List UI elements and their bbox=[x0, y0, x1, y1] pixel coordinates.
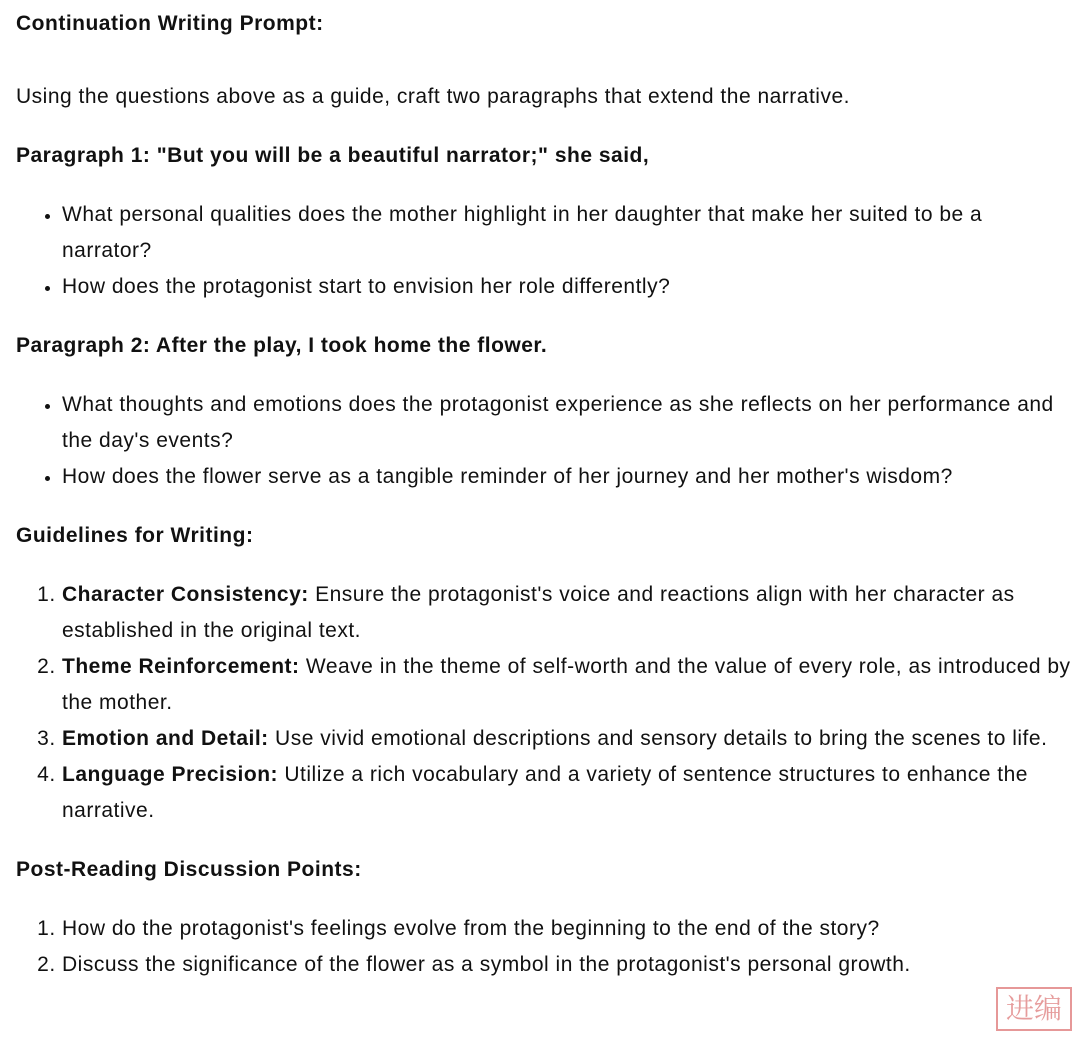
guideline-text: Weave in the theme of self-worth and the value of every role, as introduced by the mother. bbox=[62, 655, 1071, 714]
guidelines-list bbox=[16, 577, 1074, 829]
list-item: 2. Discuss the significance of the flower as a symbol in the protagonist's personal growth. bbox=[62, 947, 1074, 983]
guidelines-heading: Guidelines for Writing: bbox=[16, 524, 254, 547]
continuation-intro: Using the questions above as a guide, craft two paragraphs that extend the narrative. bbox=[16, 85, 850, 108]
paragraph1-heading: Paragraph 1: "But you will be a beautiful narrator;" she said, bbox=[16, 144, 650, 167]
discussion-heading: Post-Reading Discussion Points: bbox=[16, 858, 362, 881]
guideline-text: Use vivid emotional descriptions and sensory details to bring the scenes to life. bbox=[268, 727, 1048, 750]
list-item bbox=[62, 649, 1074, 721]
list-item bbox=[62, 721, 1074, 757]
list-item: • How does the protagonist start to envision her role differently? bbox=[62, 269, 1074, 305]
discussion-list bbox=[16, 911, 1074, 983]
list-item: • What personal qualities does the mother highlight in her daughter that make her suited to be a narrator? bbox=[62, 197, 1074, 269]
guideline-term: Theme Reinforcement: bbox=[62, 655, 300, 678]
paragraph2-heading: Paragraph 2: After the play, I took home the flower. bbox=[16, 334, 548, 357]
continuation-heading: Continuation Writing Prompt: bbox=[16, 12, 324, 35]
list-item: 1. How do the protagonist's feelings evolve from the beginning to the end of the story? bbox=[62, 911, 1074, 947]
list-item bbox=[62, 577, 1074, 649]
guideline-term: Emotion and Detail: bbox=[62, 727, 269, 750]
list-item bbox=[62, 757, 1074, 829]
paragraph2-questions bbox=[16, 387, 1074, 495]
document-body bbox=[16, 6, 1074, 983]
watermark-stamp: 进编 bbox=[996, 987, 1072, 1031]
guideline-text: Ensure the protagonist's voice and reactions align with her character as established in the original text. bbox=[62, 583, 1015, 642]
list-item: • How does the flower serve as a tangible reminder of her journey and her mother's wisdom? bbox=[62, 459, 1074, 495]
guideline-text: Utilize a rich vocabulary and a variety of sentence structures to enhance the narrative. bbox=[62, 763, 1028, 822]
guideline-term: Character Consistency: bbox=[62, 583, 309, 606]
list-item: • What thoughts and emotions does the protagonist experience as she reflects on her performance and the day's events? bbox=[62, 387, 1074, 459]
guideline-term: Language Precision: bbox=[62, 763, 279, 786]
paragraph1-questions bbox=[16, 197, 1074, 305]
